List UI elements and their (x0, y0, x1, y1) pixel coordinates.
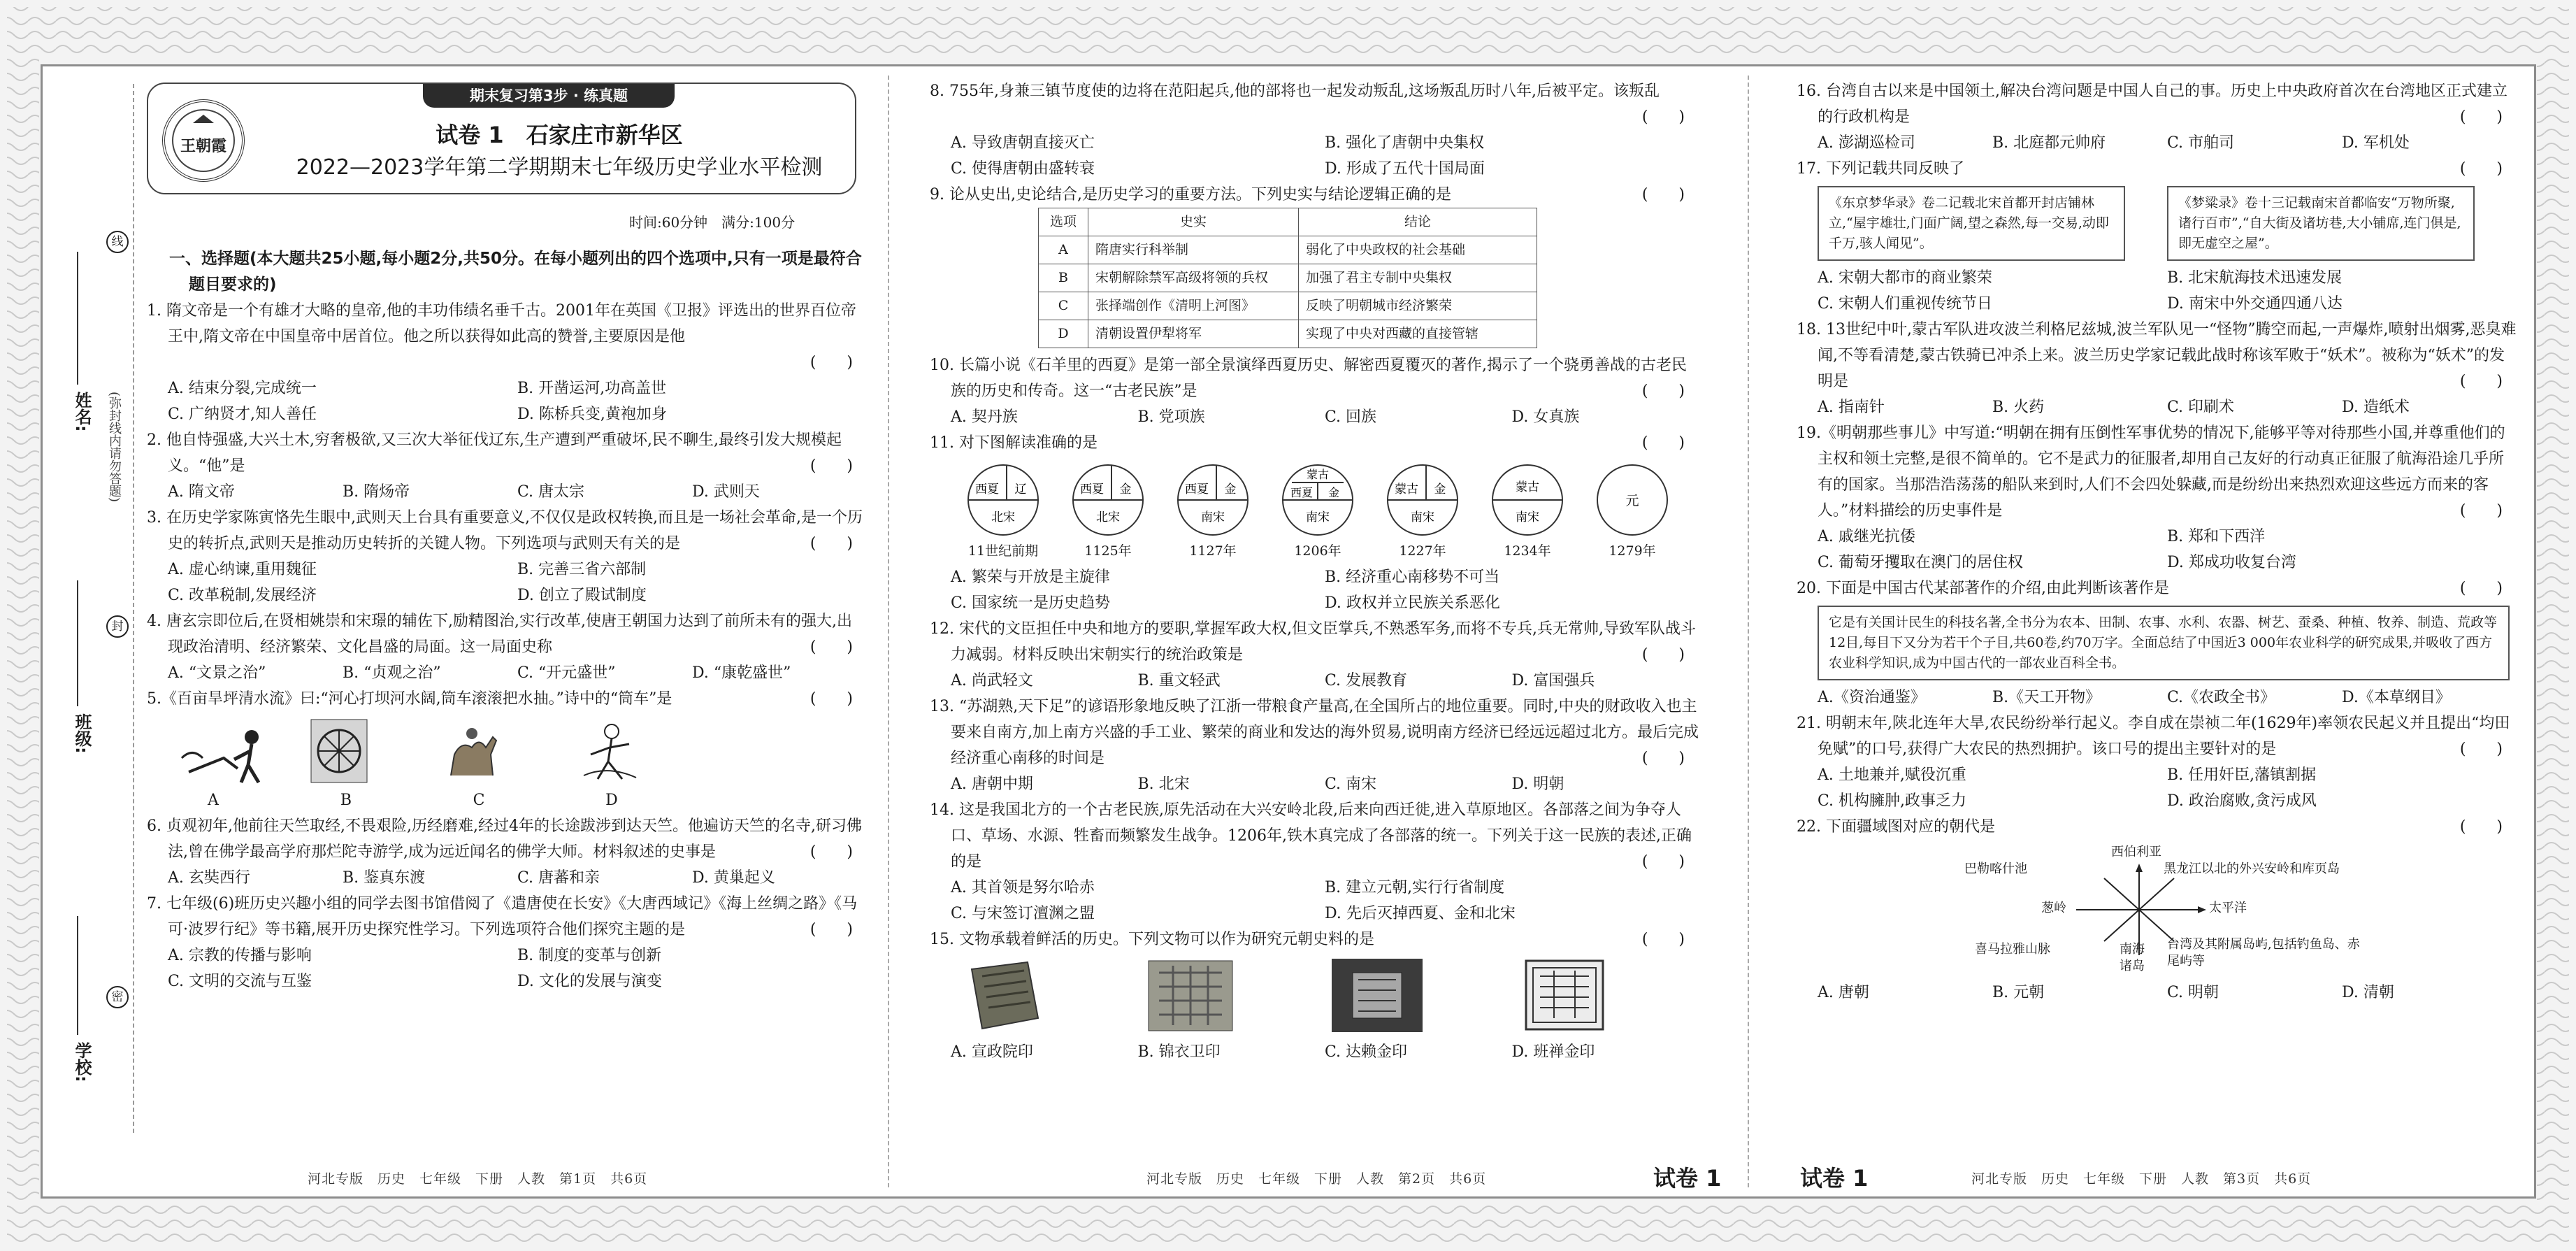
regime-map-icon (1594, 462, 1671, 538)
q19-option-d[interactable]: D. 郑成功收复台湾 (2167, 554, 2296, 571)
school-label: 学校: (72, 1042, 92, 1082)
q18-options (1797, 394, 2517, 420)
q13-option-d[interactable]: D. 明朝 (1511, 775, 1564, 793)
q10-option-c[interactable]: C. 回族 (1325, 408, 1377, 426)
q22-stem: 22. 下面疆域图对应的朝代是 ( ) (1797, 818, 2503, 836)
paper-subtitle: 2022—2023学年第二学期期末七年级历史学业水平检测 (296, 155, 823, 180)
map-label: 蒙古 (1516, 480, 1539, 494)
q3-stem: 3. 在历史学家陈寅恪先生眼中,武则天上台具有重要意义,不仅仅是政权转换,而且是一场社会革命,是一个历史的转折点,武则天是推动历史转折的关键人物。下列选项与武则天有关的是 ( ) (147, 509, 863, 552)
q17-sources (1797, 186, 2517, 261)
q12-option-b[interactable]: B. 重文轻武 (1137, 672, 1221, 689)
q5-label-d: D (605, 792, 618, 809)
map-label: 辽 (1014, 482, 1027, 496)
q22-option-d[interactable]: D. 清朝 (2342, 984, 2394, 1001)
q5-image-a[interactable] (175, 716, 308, 787)
q21-option-c[interactable]: C. 机构臃肿,政事乏力 (1818, 792, 1967, 810)
page-footer-2: 河北专版 历史 七年级 下册 人教 第2页 共6页 (1146, 1171, 1487, 1187)
q2-option-d[interactable]: D. 武则天 (692, 483, 760, 501)
q8-option-a[interactable]: A. 导致唐朝直接灭亡 (951, 134, 1095, 152)
q6-option-b[interactable]: B. 鉴真东渡 (343, 869, 426, 887)
table-header: 结论 (1299, 208, 1537, 236)
q22-option-a[interactable]: A. 唐朝 (1818, 984, 1869, 1001)
map-label: 元 (1625, 493, 1639, 508)
q1-options-2 (147, 401, 867, 427)
q6-option-d[interactable]: D. 黄巢起义 (692, 869, 775, 887)
southwest-label: 喜马拉雅山脉 (1975, 942, 2050, 957)
regime-circle (1580, 462, 1685, 564)
table-cell: D (1039, 320, 1088, 348)
q4-option-b[interactable]: B. “贞观之治” (343, 664, 441, 682)
q17-stem: 17. 下列记载共同反映了 ( ) (1797, 160, 2503, 178)
q6-options (147, 865, 867, 891)
q7-option-d[interactable]: D. 文化的发展与演变 (517, 973, 662, 990)
q10-options (930, 404, 1699, 430)
q20-option-b[interactable]: B.《天工开物》 (1992, 689, 2101, 706)
q4-options (147, 660, 867, 686)
q11-stem: 11. 对下图解读准确的是 ( ) (930, 434, 1685, 452)
q7-stem: 7. 七年级(6)班历史兴趣小组的同学去图书馆借阅了《遣唐使在长安》《大唐西域记》《海上丝绸之路》《马可·波罗行纪》等书籍,展开历史探究性学习。下列选项符合他们探究主题的是 ( ) (147, 895, 858, 938)
q19-option-b[interactable]: B. 郑和下西洋 (2167, 528, 2266, 545)
q21-option-b[interactable]: B. 任用奸臣,藩镇割据 (2167, 766, 2317, 784)
q5-image-c[interactable] (440, 716, 573, 787)
north-label: 西伯利亚 (2111, 845, 2161, 859)
q13-options (930, 771, 1699, 797)
q1-options-1 (147, 376, 867, 401)
q18-option-b[interactable]: B. 火药 (1992, 399, 2045, 416)
q5-image-b[interactable] (308, 716, 440, 787)
regime-circle (1160, 462, 1265, 564)
paper-title: 试卷 1 石家庄市新华区 (436, 122, 683, 148)
q1-option-a[interactable]: A. 结束分裂,完成统一 (168, 380, 317, 397)
map-label: 北宋 (1096, 510, 1120, 524)
q4-option-d[interactable]: D. “康乾盛世” (692, 664, 791, 682)
map-label: 金 (1327, 486, 1340, 499)
q12-stem: 12. 宋代的文臣担任中央和地方的要职,掌握军政大权,但文臣掌兵,不熟悉军务,而将不专兵,兵无常帅,导致军队战斗力减弱。材料反映出宋朝实行的统治政策是 ( ) (930, 620, 1696, 664)
map-label: 南宋 (1411, 510, 1434, 524)
table-header: 选项 (1039, 208, 1088, 236)
q19-options-1 (1797, 524, 2517, 550)
q7-option-c[interactable]: C. 文明的交流与互鉴 (168, 973, 312, 990)
regime-circle (1265, 462, 1370, 564)
q17-source-1: 《东京梦华录》卷二记载北宋首都开封店铺林立,“屋宇雄壮,门面广阔,望之森然,每一交易,动即千万,骇人闻见”。 (1818, 186, 2125, 261)
q18-option-d[interactable]: D. 造纸术 (2342, 399, 2410, 416)
q20-source: 它是有关国计民生的科技名著,全书分为农本、田制、农事、水利、农器、树艺、蚕桑、种植、牧养、制造、荒政等12目,每目下又分为若干个子目,共60卷,约70万字。全面总结了中国近3 000年农业科学的研究成果,并吸收了西方农业科学知识,成为中国古代的一部农业百科全书。 (1818, 606, 2510, 680)
regime-map-icon (1070, 462, 1146, 538)
q12-option-c[interactable]: C. 发展教育 (1325, 672, 1408, 689)
page-footer-1: 河北专版 历史 七年级 下册 人教 第1页 共6页 (308, 1171, 648, 1187)
q5-labels (147, 787, 867, 813)
q14-option-a[interactable]: A. 其首领是努尔哈赤 (951, 879, 1095, 896)
q14-option-d[interactable]: D. 先后灭掉西夏、金和北宋 (1325, 905, 1516, 922)
q1-paren[interactable]: ( ) (810, 354, 853, 371)
map-label: 金 (1119, 482, 1132, 496)
q20-option-c[interactable]: C.《农政全书》 (2167, 689, 2276, 706)
q8-stem: 8. 755年,身兼三镇节度使的边将在范阳起兵,他的部将也一起发动叛乱,这场叛乱历时八年,后被平定。该叛乱 (930, 83, 1660, 100)
table-row[interactable] (1039, 320, 1537, 348)
q2-option-b[interactable]: B. 隋炀帝 (343, 483, 410, 501)
paper-tag-left: 试卷 1 (1653, 1165, 1722, 1192)
figure-drawing-icon (573, 716, 643, 786)
q15-images (930, 955, 1699, 1039)
q5-stem: 5.《百亩旱坪清水流》曰:“河心打坝河水阔,筒车滚滚把水抽。”诗中的“筒车”是 ( ) (147, 690, 853, 708)
q20-options (1797, 685, 2517, 710)
q1-option-b[interactable]: B. 开凿运河,功高盖世 (517, 380, 667, 397)
page-footer-3: 河北专版 历史 七年级 下册 人教 第3页 共6页 (1971, 1171, 2312, 1187)
q5-images (147, 716, 867, 787)
q18-option-a[interactable]: A. 指南针 (1818, 399, 1885, 416)
table-header: 史实 (1088, 208, 1299, 236)
q17-source-2: 《梦粱录》卷十三记载南宋首都临安“万物所聚,诸行百市”,“自大街及诸坊巷,大小铺席,连门俱是,即无虚空之屋”。 (2167, 186, 2475, 261)
q4-stem: 4. 唐玄宗即位后,在贤相姚崇和宋璟的辅佐下,励精图治,实行改革,使唐王朝国力达到了前所未有的强大,出现政治清明、经济繁荣、文化昌盛的局面。这一局面史称 ( ) (147, 613, 853, 656)
northeast-label: 黑龙江以北的外兴安岭和库页岛 (2164, 862, 2340, 876)
table-row[interactable] (1039, 264, 1537, 292)
q21-options-2 (1797, 788, 2517, 814)
table-cell: 加强了君主专制中央集权 (1299, 264, 1537, 292)
q11-option-d[interactable]: D. 政权并立民族关系恶化 (1325, 594, 1500, 612)
map-year: 1125年 (1084, 543, 1132, 559)
review-banner: 期末复习第3步 · 练真题 (423, 84, 675, 108)
q18-option-c[interactable]: C. 印刷术 (2167, 399, 2235, 416)
q15-image-a[interactable] (951, 955, 1138, 1039)
map-label: 蒙古 (1306, 468, 1330, 481)
q13-option-b[interactable]: B. 北宋 (1137, 775, 1190, 793)
q19-option-a[interactable]: A. 戚继光抗倭 (1818, 528, 1915, 545)
q4-option-c[interactable]: C. “开元盛世” (517, 664, 616, 682)
q3-option-b[interactable]: B. 完善三省六部制 (517, 561, 647, 578)
table-cell: 隋唐实行科举制 (1088, 236, 1299, 264)
q14-option-b[interactable]: B. 建立元朝,实行行省制度 (1325, 879, 1505, 896)
q17-options-2 (1797, 291, 2517, 317)
q18-stem: 18. 13世纪中叶,蒙古军队进攻波兰利格尼兹城,波兰军队见一“怪物”腾空而起,一声爆炸,喷射出烟雾,恶臭难闻,不等看清楚,蒙古铁骑已冲杀上来。波兰历史学家记载此战时称该军败于“妖术”。被称为“妖术”的发明是 ( ) (1797, 321, 2517, 390)
q8-option-c[interactable]: C. 使得唐朝由盛转衰 (951, 160, 1095, 178)
q7-options-2 (147, 968, 867, 994)
waterwheel-engraving-icon (308, 716, 370, 786)
paper-tag-right: 试卷 1 (1800, 1165, 1869, 1192)
southeast-label: 台湾及其附属岛屿,包括钓鱼岛、赤尾屿等 (2167, 937, 2360, 968)
table-cell: 宋朝解除禁军高级将领的兵权 (1088, 264, 1299, 292)
table-cell: 弱化了中央政权的社会基础 (1299, 236, 1537, 264)
map-label: 南宋 (1516, 510, 1539, 524)
seal-char-1: 线 (106, 231, 129, 253)
map-year: 1127年 (1189, 543, 1237, 559)
map-year: 11世纪前期 (967, 543, 1039, 559)
table-cell: C (1039, 292, 1088, 320)
map-label: 蒙古 (1395, 482, 1418, 496)
regime-map-icon (1279, 462, 1356, 538)
table-cell: A (1039, 236, 1088, 264)
q6-stem: 6. 贞观初年,他前往天竺取经,不畏艰险,历经磨难,经过4年的长途跋涉到达天竺。他遍访天竺的名寺,研习佛法,曾在佛学最高学府那烂陀寺游学,成为远近闻名的佛学大师。材料叙述的史事是 ( ) (147, 817, 862, 861)
column-3 (1797, 78, 2517, 1006)
q5-label-c: C (473, 792, 485, 809)
q9-stem: 9. 论从史出,史论结合,是历史学习的重要方法。下列史实与结论逻辑正确的是 ( ) (930, 186, 1685, 203)
table-cell: 实现了中央对西藏的直接管辖 (1299, 320, 1537, 348)
q22-option-b[interactable]: B. 元朝 (1992, 984, 2045, 1001)
east-label: 太平洋 (2209, 901, 2247, 915)
q15-option-c[interactable]: C. 达赖金印 (1325, 1043, 1408, 1061)
q17-option-d[interactable]: D. 南宋中外交通四通八达 (2167, 295, 2343, 313)
map-label: 西夏 (1080, 482, 1104, 496)
regime-map-icon (965, 462, 1042, 538)
map-year: 1234年 (1504, 543, 1551, 559)
q6-option-a[interactable]: A. 玄奘西行 (168, 869, 250, 887)
map-label: 金 (1434, 482, 1446, 496)
name-label: 姓名: (72, 392, 92, 432)
regime-map-icon (1174, 462, 1251, 538)
table-row[interactable] (1039, 292, 1537, 320)
q15-options (930, 1039, 1699, 1065)
q12-options (930, 668, 1699, 694)
map-label: 西夏 (1185, 482, 1209, 496)
table-row[interactable] (1039, 236, 1537, 264)
map-year: 1279年 (1609, 543, 1656, 559)
regime-circle (951, 462, 1056, 564)
column-divider-2 (1748, 76, 1749, 1187)
logo-emblem-icon (165, 102, 242, 179)
regime-circle (1475, 462, 1580, 564)
q16-options (1797, 130, 2517, 156)
q17-options-1 (1797, 265, 2517, 291)
table-cell: 清朝设置伊犁将军 (1088, 320, 1299, 348)
name-line (77, 252, 78, 385)
seal-b-icon (1138, 955, 1243, 1036)
seal-char-3: 密 (106, 986, 129, 1008)
q12-option-d[interactable]: D. 富国强兵 (1511, 672, 1595, 689)
table-cell: 张择端创作《清明上河图》 (1088, 292, 1299, 320)
map-label: 南宋 (1306, 510, 1330, 524)
seal-note: (弥封线内请勿答题) (107, 392, 122, 503)
class-label: 班级: (72, 713, 92, 754)
q5-image-d[interactable] (573, 716, 706, 787)
q5-label-b: B (340, 792, 352, 809)
plough-icon (175, 716, 280, 786)
seal-char-2: 封 (106, 615, 129, 638)
regime-map-icon (1384, 462, 1461, 538)
q6-option-c[interactable]: C. 唐蕃和亲 (517, 869, 600, 887)
time-score: 时间:60分钟 满分:100分 (629, 214, 796, 231)
q5-label-a: A (208, 792, 219, 809)
brand-logo (162, 99, 245, 182)
map-label: 北宋 (991, 510, 1015, 524)
q15-option-d[interactable]: D. 班禅金印 (1511, 1043, 1595, 1061)
q11-option-c[interactable]: C. 国家统一是历史趋势 (951, 594, 1111, 612)
q11-options-2 (930, 590, 1699, 616)
seal-a-icon (951, 955, 1056, 1036)
q16-option-b[interactable]: B. 北庭都元帅府 (1992, 134, 2106, 152)
q14-option-c[interactable]: C. 与宋签订澶渊之盟 (951, 905, 1095, 922)
q10-option-d[interactable]: D. 女真族 (1511, 408, 1580, 426)
q20-option-d[interactable]: D.《本草纲目》 (2342, 689, 2451, 706)
q2-option-a[interactable]: A. 隋文帝 (168, 483, 235, 501)
q21-option-a[interactable]: A. 土地兼并,赋役沉重 (1818, 766, 1966, 784)
q13-option-c[interactable]: C. 南宋 (1325, 775, 1377, 793)
q13-stem: 13. “苏湖熟,天下足”的谚语形象地反映了江浙一带粮食产量高,在全国所占的地位重要。同时,中央的财政收入也主要来自南方,加上南方兴盛的手工业、繁荣的商业和发达的海外贸易,说明南方经济已经远远超过北方。最后完成经济重心南移的时间是 ( ) (930, 698, 1699, 767)
q8-options-1 (930, 130, 1699, 156)
q8-options-2 (930, 156, 1699, 182)
q16-option-a[interactable]: A. 澎湖巡检司 (1818, 134, 1915, 152)
regime-circle (1370, 462, 1475, 564)
q4-option-a[interactable]: A. “文景之治” (168, 664, 266, 682)
west-label: 巴勒喀什池 (1964, 862, 2027, 876)
q19-option-c[interactable]: C. 葡萄牙攫取在澳门的居住权 (1818, 554, 2024, 571)
q7-option-b[interactable]: B. 制度的变革与创新 (517, 947, 662, 964)
q2-stem: 2. 他自恃强盛,大兴土木,穷奢极欲,又三次大举征伐辽东,生产遭到严重破坏,民不聊生,最终引发大规模起义。“他”是 ( ) (147, 431, 853, 475)
q2-options (147, 479, 867, 505)
south-label: 南海诸岛 (2120, 942, 2145, 973)
q7-option-a[interactable]: A. 宗教的传播与影响 (168, 947, 312, 964)
q15-stem: 15. 文物承载着鲜活的历史。下列文物可以作为研究元朝史料的是 ( ) (930, 931, 1685, 948)
q16-option-c[interactable]: C. 市舶司 (2167, 134, 2235, 152)
school-line (77, 916, 78, 1035)
q15-image-d[interactable] (1512, 955, 1699, 1039)
q3-options-2 (147, 582, 867, 608)
camel-figurine-icon (440, 716, 503, 786)
svg-text:王朝霞: 王朝霞 (180, 137, 227, 155)
column-2 (930, 78, 1699, 1065)
section-heading: 一、选择题(本大题共25小题,每小题2分,共50分。在每小题列出的四个选项中,只有一项是最符合题目要求的) (169, 250, 862, 294)
q3-options-1 (147, 557, 867, 582)
q15-option-a[interactable]: A. 宣政院印 (951, 1043, 1033, 1061)
q14-options-1 (930, 875, 1699, 901)
regime-circle (1056, 462, 1160, 564)
q14-stem: 14. 这是我国北方的一个古老民族,原先活动在大兴安岭北段,后来向西迁徙,进入草原地区。各部落之间为争夺人口、草场、水源、牲畜而频繁发生战争。1206年,铁木真完成了各部落的统一。下列关于这一民族的表述,正确的是 ( ) (930, 801, 1692, 871)
q21-stem: 21. 明朝末年,陕北连年大旱,农民纷纷举行起义。李自成在崇祯二年(1629年)率领农民起义并且提出“均田免赋”的口号,获得广大农民的热烈拥护。该口号的提出主要针对的是 ( ) (1797, 715, 2510, 758)
q8-option-b[interactable]: B. 强化了唐朝中央集权 (1325, 134, 1485, 152)
regime-map-icon (1489, 462, 1566, 538)
q11-regime-diagrams (930, 462, 1699, 564)
q16-option-d[interactable]: D. 军机处 (2342, 134, 2410, 152)
q10-option-a[interactable]: A. 契丹族 (951, 408, 1018, 426)
q3-option-c[interactable]: C. 改革税制,发展经济 (168, 587, 317, 604)
map-year: 1206年 (1294, 543, 1341, 559)
q17-option-c[interactable]: C. 宋朝人们重视传统节日 (1818, 295, 1993, 313)
q22-option-c[interactable]: C. 明朝 (2167, 984, 2219, 1001)
q20-option-a[interactable]: A.《资治通鉴》 (1818, 689, 1926, 706)
q21-option-d[interactable]: D. 政治腐败,贪污成风 (2167, 792, 2317, 810)
q8-paren[interactable]: ( ) (1641, 108, 1685, 126)
map-label: 西夏 (975, 482, 999, 496)
q11-options-1 (930, 564, 1699, 590)
q11-option-b[interactable]: B. 经济重心南移势不可当 (1325, 569, 1500, 586)
column-divider-1 (888, 76, 889, 1187)
map-year: 1227年 (1399, 543, 1446, 559)
q22-options (1797, 980, 2517, 1006)
q7-options-1 (147, 943, 867, 968)
q10-stem: 10. 长篇小说《石羊里的西夏》是第一部全景演绎西夏历史、解密西夏覆灭的著作,揭示了一个骁勇善战的古老民族的历史和传奇。这一“古老民族”是 ( ) (930, 357, 1687, 400)
map-label: 南宋 (1201, 510, 1225, 524)
seal-line (133, 84, 134, 1133)
q13-option-a[interactable]: A. 唐朝中期 (951, 775, 1033, 793)
table-header-row (1039, 208, 1537, 236)
q22-territory-diagram (1797, 840, 2517, 980)
q10-option-b[interactable]: B. 党项族 (1137, 408, 1205, 426)
q16-stem: 16. 台湾自古以来是中国领土,解决台湾问题是中国人自己的事。历史上中央政府首次在台湾地区正式建立的行政机构是 ( ) (1797, 83, 2507, 126)
q3-option-a[interactable]: A. 虚心纳谏,重用魏征 (168, 561, 317, 578)
q15-image-b[interactable] (1138, 955, 1325, 1039)
q2-option-c[interactable]: C. 唐太宗 (517, 483, 585, 501)
q3-option-d[interactable]: D. 创立了殿试制度 (517, 587, 647, 604)
q15-image-c[interactable] (1325, 955, 1512, 1039)
seal-c-icon (1325, 955, 1430, 1036)
q11-option-a[interactable]: A. 繁荣与开放是主旋律 (951, 569, 1110, 586)
table-cell: B (1039, 264, 1088, 292)
q1-stem: 1. 隋文帝是一个有雄才大略的皇帝,他的丰功伟绩名垂千古。2001年在英国《卫报》评选出的世界百位帝王中,隋文帝在中国皇帝中居首位。他之所以获得如此高的赞誉,主要原因是他 (147, 302, 856, 345)
q20-stem: 20. 下面是中国古代某部著作的介绍,由此判断该著作是 ( ) (1797, 580, 2503, 597)
map-label: 金 (1224, 482, 1237, 496)
table-cell: 反映了明朝城市经济繁荣 (1299, 292, 1537, 320)
map-label: 西夏 (1290, 486, 1314, 499)
q17-option-a[interactable]: A. 宋朝大都市的商业繁荣 (1818, 269, 1992, 287)
class-line (77, 580, 78, 706)
q19-stem: 19.《明朝那些事儿》中写道:“明朝在拥有压倒性军事优势的情况下,能够平等对待那些小国,并尊重他们的主权和领土完整,是很不简单的。它不是武力的征服者,却用自己友好的行动真正征服了航海沿途几乎所有的国家。当那浩浩荡荡的船队来到时,人们不会四处躲藏,而是纷纷出来热烈欢迎这些远方而来的客人。”材料描绘的历史事件是 ( ) (1797, 424, 2505, 520)
q9-table (1038, 208, 1537, 348)
q14-options-2 (930, 901, 1699, 927)
q19-options-2 (1797, 550, 2517, 576)
q1-option-c[interactable]: C. 广纳贤才,知人善任 (168, 406, 317, 423)
q8-option-d[interactable]: D. 形成了五代十国局面 (1325, 160, 1485, 178)
q1-option-d[interactable]: D. 陈桥兵变,黄袍加身 (517, 406, 667, 423)
q15-option-b[interactable]: B. 锦衣卫印 (1137, 1043, 1221, 1061)
seal-d-icon (1512, 955, 1617, 1036)
column-1 (147, 246, 867, 994)
mid-left-label: 葱岭 (2041, 901, 2066, 915)
q17-option-b[interactable]: B. 北宋航海技术迅速发展 (2167, 269, 2343, 287)
q12-option-a[interactable]: A. 尚武轻文 (951, 672, 1033, 689)
q21-options-1 (1797, 762, 2517, 788)
